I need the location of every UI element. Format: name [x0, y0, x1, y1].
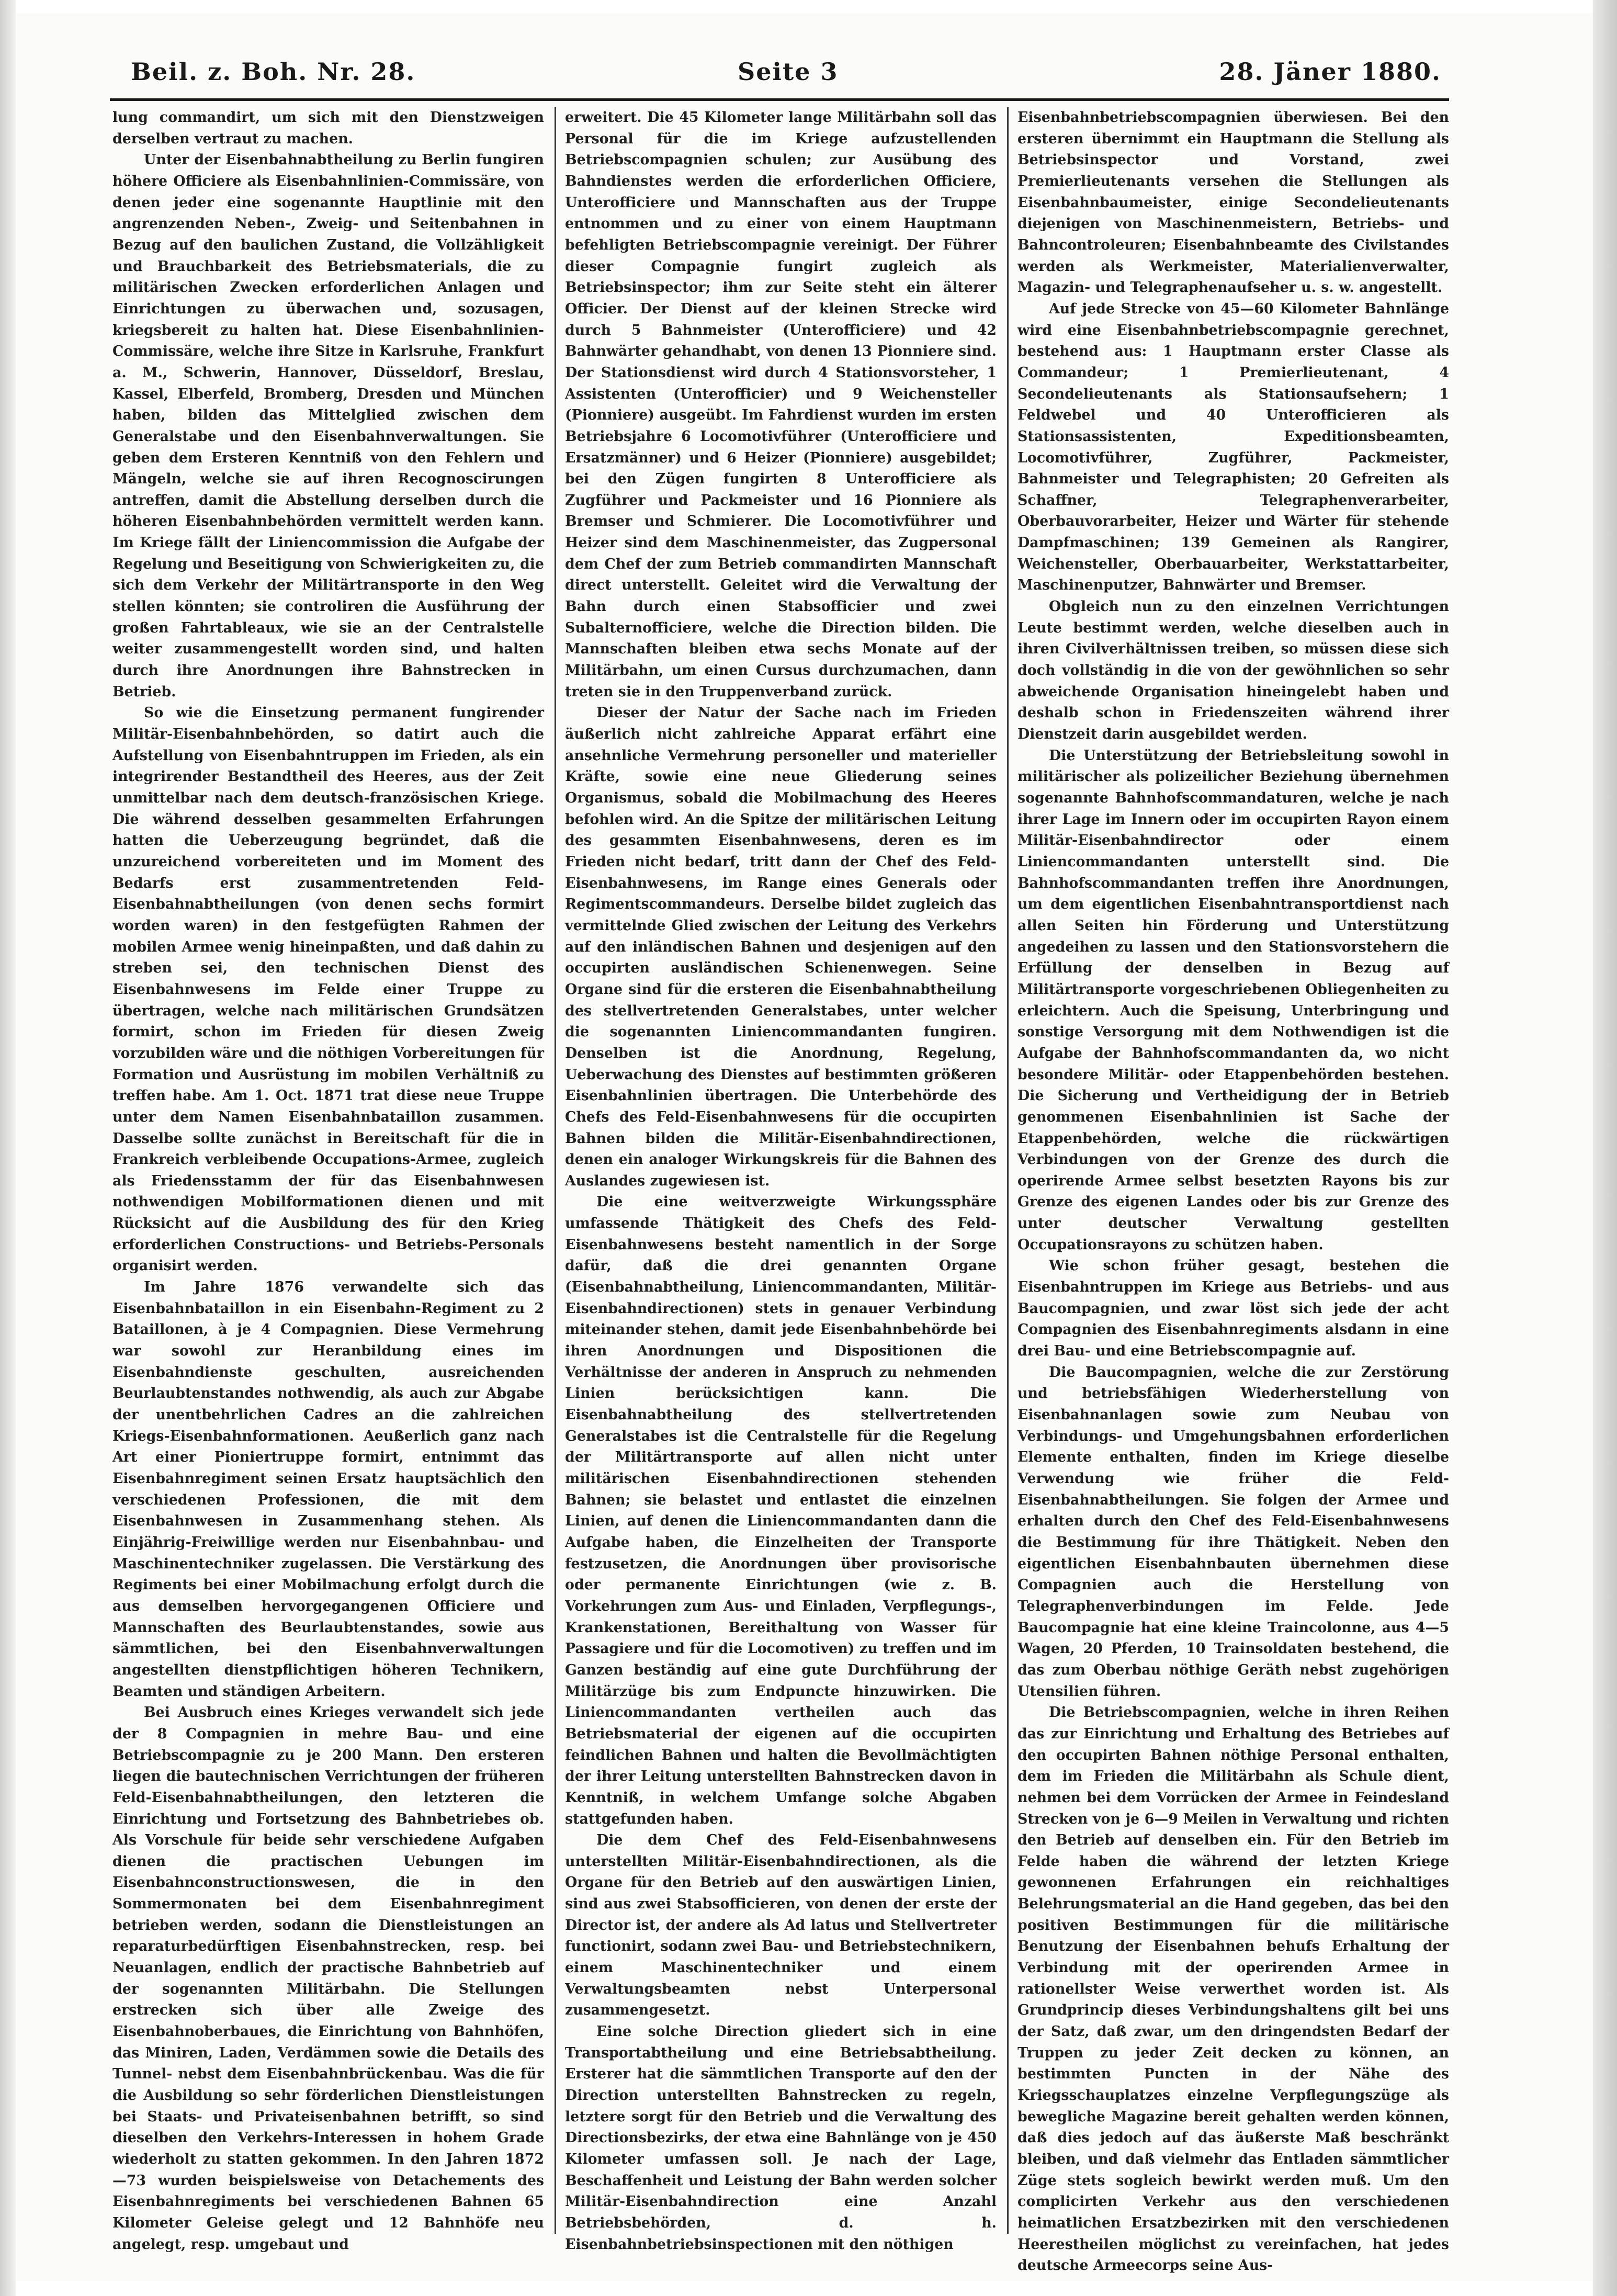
paragraph: Unter der Eisenbahnabtheilung zu Berlin fungiren höhere Officiere als Eisenbahnlinien-Commissäre, von denen jeder eine sogenannte Hauptlinie mit den angrenzenden Neben-, Zweig- und Seitenbahnen in Bezug auf den baulichen Zustand, die Vollzähligkeit und Brauchbarkeit des Betriebsmaterials, die zu militärischen Zwecken erforderlichen Anlagen und Einrichtungen zu überwachen und, sozusagen, kriegsbereit zu halten hat. Diese Eisenbahnlinien-Commissäre, welche ihre Sitze in Karlsruhe, Frankfurt a. M., Schwerin, Hannover, Düsseldorf, Breslau, Kassel, Elberfeld, Bromberg, Dresden und München haben, bilden das Mittelglied zwischen dem Generalstabe und den Eisenbahnverwaltungen. Sie geben dem Ersteren Kenntniß von den Fehlern und Mängeln, welche sie auf ihren Recognoscirungen antreffen, damit die Abstellung derselben durch die höheren Eisenbahnbehörden vermittelt werden kann. Im Kriege fällt der Liniencommission die Aufgabe der Regelung und Beseitigung von Schwierigkeiten zu, die sich dem Verkehr der Militärtransporte in den Weg stellen könnten; sie controliren die Ausführung der großen Fahrtableaux, wie sie an der Centralstelle weiter zusammengestellt worden sind, und halten durch ihre Anordnungen ihre Bahnstrecken in Betrieb. [112, 152, 544, 700]
paragraph: erweitert. Die 45 Kilometer lange Militärbahn soll das Personal für die im Kriege aufzustellenden Betriebscompagnien schulen; zur Ausübung des Bahndienstes werden die erforderlichen Officiere, Unterofficiere und Mannschaften aus der Truppe entnommen und zu einer von einem Hauptmann befehligten Betriebscompagnie vereinigt. Der Führer dieser Compagnie fungirt zugleich als Betriebsinspector; ihm zur Seite steht ein älterer Officier. Der Dienst auf der kleinen Strecke wird durch 5 Bahnmeister (Unterofficiere) und 42 Bahnwärter gehandhabt, von denen 13 Pionniere sind. Der Stationsdienst wird durch 4 Stationsvorsteher, 1 Assistenten (Unterofficier) und 9 Weichensteller (Pionniere) ausgeübt. Im Fahrdienst wurden im ersten Betriebsjahre 6 Locomotivführer (Unterofficiere und Ersatzmänner) und 6 Heizer (Pionniere) ausgebildet; bei den Zügen fungirten 8 Unterofficiere als Zugführer und Packmeister und 16 Pionniere als Bremser und Schmierer. Die Locomotivführer und Heizer sind dem Maschinenmeister, das Zugpersonal dem Chef der zum Betrieb commandirten Mannschaft direct unterstellt. Geleitet wird die Verwaltung der Bahn durch einen Stabsofficier und zwei Subalternofficiere, welche die Direction bilden. Die Mannschaften bleiben etwa sechs Monate auf der Militärbahn, um einen Cursus durchzumachen, dann treten sie in den Truppenverband zurück. [565, 109, 997, 700]
header-date: 28. Jäner 1880. [1219, 58, 1441, 86]
paragraph: Auf jede Strecke von 45—60 Kilometer Bahnlänge wird eine Eisenbahnbetriebscompagnie gerechnet, bestehend aus: 1 Hauptmann erster Classe als Commandeur; 1 Premierlieutenant, 4 Secondelieutenants als Stationsaufsehern; 1 Feldwebel und 40 Unterofficieren als Stationsassistenten, Expeditionsbeamten, Locomotivführer, Zugführer, Packmeister, Bahnmeister und Telegraphisten; 20 Gefreiten als Schaffner, Telegraphenverarbeiter, Oberbauvorarbeiter, Heizer und Wärter für stehende Dampfmaschinen; 139 Gemeinen als Rangirer, Weichensteller, Oberbauarbeiter, Werkstattarbeiter, Maschinenputzer, Bahnwärter und Bremser. [1017, 300, 1449, 594]
paragraph: Eisenbahnbetriebscompagnien überwiesen. Bei den ersteren übernimmt ein Hauptmann die Stellung als Betriebsinspector und Vorstand, zwei Premierlieutenants versehen die Stellungen als Eisenbahnbaumeister, einige Secondelieutenants diejenigen von Maschinenmeistern, Betriebs- und Bahncontroleuren; Eisenbahnbeamte des Civilstandes werden als Werkmeister, Materialienverwalter, Magazin- und Telegraphenaufseher u. s. w. angestellt. [1017, 109, 1449, 296]
header-page-number: Seite 3 [738, 58, 839, 86]
scan-edge-right [1593, 0, 1617, 2296]
paragraph: Bei Ausbruch eines Krieges verwandelt sich jede der 8 Compagnien in mehre Bau- und eine Betriebscompagnie zu je 200 Mann. Den ersteren liegen die bautechnischen Verrichtungen der früheren Feld-Eisenbahnabtheilungen, den letzteren die Einrichtung und Fortsetzung des Bahnbetriebes ob. Als Vorschule für beide sehr verschiedene Aufgaben dienen die practischen Uebungen im Eisenbahnconstructionswesen, die in den Sommermonaten bei dem Eisenbahnregiment betrieben werden, sodann die Dienstleistungen an reparaturbedürftigen Eisenbahnstrecken, resp. bei Neuanlagen, endlich der practische Bahnbetrieb auf der sogenannten Militärbahn. Die Stellungen erstrecken sich über alle Zweige des Eisenbahnoberbaues, die Einrichtung von Bahnhöfen, das Miniren, Laden, Verdämmen sowie die Details des Tunnel- nebst dem Eisenbahnbrückenbau. Was die für die Ausbildung so sehr förderlichen Dienstleistungen bei Staats- und Privateisenbahnen betrifft, so sind dieselben den Verkehrs-Interessen in hohem Grade wiederholt zu statten gekommen. In den Jahren 1872—73 wurden beispielsweise von Detachements des Eisenbahnregiments bei verschiedenen Bahnen 65 Kilometer Geleise gelegt und 12 Bahnhöfe neu angelegt, resp. umgebaut und [112, 1704, 544, 2253]
paragraph: Dieser der Natur der Sache nach im Frieden äußerlich nicht zahlreiche Apparat erfährt eine ansehnliche Vermehrung personeller und materieller Kräfte, sowie eine neue Gliederung seines Organismus, sobald die Mobilmachung des Heeres befohlen wird. An die Spitze der militärischen Leitung des gesammten Eisenbahnwesens, deren es im Frieden nicht bedarf, tritt dann der Chef des Feld-Eisenbahnwesens, im Range eines Generals oder Regimentscommandeurs. Derselbe bildet zugleich das vermittelnde Glied zwischen der Leitung des Verkehrs auf den inländischen Bahnen und desjenigen auf den occupirten ausländischen Schienenwegen. Seine Organe sind für die ersteren die Eisenbahnabtheilung des stellvertretenden Generalstabes, unter welcher die sogenannten Liniencommandanten fungiren. Denselben ist die Anordnung, Regelung, Ueberwachung des Dienstes auf bestimmten größeren Eisenbahnlinien übertragen. Die Unterbehörde des Chefs des Feld-Eisenbahnwesens für die occupirten Bahnen bilden die Militär-Eisenbahndirectionen, denen ein analoger Wirkungskreis für die Bahnen des Auslandes zugewiesen ist. [565, 705, 997, 1189]
text-column-1 [112, 107, 544, 2253]
text-column-2 [565, 107, 997, 2253]
paragraph: lung commandirt, um sich mit den Dienstzweigen derselben vertraut zu machen. [112, 109, 544, 147]
paragraph: Eine solche Direction gliedert sich in eine Transportabtheilung und eine Betriebsabtheilung. Ersterer hat die sämmtlichen Transporte auf den der Direction unterstellten Bahnstrecken zu regeln, letztere sorgt für den Betrieb und die Verwaltung des Directionsbezirks, der etwa eine Bahnlänge von je 450 Kilometer umfassen soll. Je nach der Lage, Beschaffenheit und Leistung der Bahn werden solcher Militär-Eisenbahndirection eine Anzahl Betriebsbehörden, d. h. Eisenbahnbetriebsinspectionen mit den nöthigen [565, 2023, 997, 2253]
header-issue: Beil. z. Boh. Nr. 28. [131, 58, 416, 86]
paragraph: Die dem Chef des Feld-Eisenbahnwesens unterstellten Militär-Eisenbahndirectionen, als die Organe für den Betrieb auf den auswärtigen Linien, sind aus zwei Stabsofficieren, von denen der erste der Director ist, der andere als Ad latus und Stellvertreter functionirt, sodann zwei Bau- und Betriebstechnikern, einem Maschinentechniker und einem Verwaltungsbeamten nebst Unterpersonal zusammengesetzt. [565, 1832, 997, 2019]
paragraph: Im Jahre 1876 verwandelte sich das Eisenbahnbataillon in ein Eisenbahn-Regiment zu 2 Bataillonen, à je 4 Compagnien. Diese Vermehrung war sowohl zur Heranbildung eines im Eisenbahndienste geschulten, ausreichenden Beurlaubtenstandes nothwendig, als auch zur Abgabe der unentbehrlichen Cadres an die zahlreichen Kriegs-Eisenbahnformationen. Aeußerlich ganz nach Art einer Pioniertruppe formirt, entnimmt das Eisenbahnregiment seinen Ersatz hauptsächlich den verschiedenen Professionen, die mit dem Eisenbahnwesen in Zusammenhang stehen. Als Einjährig-Freiwillige werden nur Eisenbahnbau- und Maschinentechniker zugelassen. Die Verstärkung des Regiments bei einer Mobilmachung erfolgt durch die aus demselben hervorgegangenen Officiere und Mannschaften des Beurlaubtenstandes, sowie aus sämmtlichen, bei den Eisenbahnverwaltungen angestellten dienstpflichtigen höheren Technikern, Beamten und ständigen Arbeitern. [112, 1279, 544, 1700]
article-columns [112, 107, 1449, 2274]
paragraph: Die Betriebscompagnien, welche in ihren Reihen das zur Einrichtung und Erhaltung des Betriebes auf den occupirten Bahnen nöthige Personal enthalten, dem im Frieden die Militärbahn als Schule dient, nehmen bei dem Vorrücken der Armee in Feindesland Strecken von je 6—9 Meilen in Verwaltung und richten den Betrieb auf denselben ein. Für den Betrieb im Felde haben die während der letzten Kriege gewonnenen Erfahrungen ein reichhaltiges Belehrungsmaterial an die Hand gegeben, das bei den positiven Bestimmungen für die militärische Benutzung der Eisenbahnen behufs Erhaltung der Verbindung mit der operirenden Armee in rationellster Weise verwerthet worden ist. Als Grundprincip dieses Verbindungshaltens gilt bei uns der Satz, daß zwar, um den dringendsten Bedarf der Truppen zu jeder Zeit decken zu können, an bestimmten Puncten in der Nähe des Kriegsschauplatzes einzelne Verpflegungszüge als bewegliche Magazine bereit gehalten werden können, daß dies jedoch auf das äußerste Maß beschränkt bleiben, und daß vielmehr das Entladen sämmtlicher Züge stets sogleich bewirkt werden muß. Um den complicirten Verkehr aus den verschiedenen heimatlichen Ersatzbezirken mit den verschiedenen Heerestheilen möglichst zu vereinfachen, hat jedes deutsche Armeecorps seine Aus- [1017, 1704, 1449, 2274]
header-rule [110, 98, 1449, 101]
paragraph: Die Unterstützung der Betriebsleitung sowohl in militärischer als polizeilicher Beziehung übernehmen sogenannte Bahnhofscommandaturen, welche je nach ihrer Lage im Innern oder im occupirten Rayon einem Militär-Eisenbahndirector oder einem Liniencommandanten unterstellt sind. Die Bahnhofscommandanten treffen ihre Anordnungen, um dem eigentlichen Eisenbahntransportdienst nach allen Seiten hin Förderung und Unterstützung angedeihen zu lassen und den Stationsvorstehern die Erfüllung der denselben in Bezug auf Militärtransporte vorgeschriebenen Obliegenheiten zu erleichtern. Auch die Speisung, Unterbringung und sonstige Versorgung mit dem Nothwendigen ist die Aufgabe der Bahnhofscommandanten da, wo nicht besondere Militär- oder Etappenbehörden bestehen. Die Sicherung und Vertheidigung der in Betrieb genommenen Eisenbahnlinien ist Sache der Etappenbehörden, welche die rückwärtigen Verbindungen von der Grenze des durch die operirende Armee selbst besetzten Rayons bis zur Grenze des eigenen Landes oder bis zur Grenze des unter deutscher Verwaltung gestellten Occupationsrayons zu schützen haben. [1017, 747, 1449, 1253]
text-column-3 [1017, 107, 1449, 2274]
paragraph: Die Baucompagnien, welche die zur Zerstörung und betriebsfähigen Wiederherstellung von Eisenbahnanlagen sowie zum Neubau von Verbindungs- und Umgehungsbahnen erforderlichen Elemente enthalten, finden im Kriege dieselbe Verwendung wie früher die Feld-Eisenbahnabtheilungen. Sie folgen der Armee und erhalten durch den Chef des Feld-Eisenbahnwesens die Bestimmung für ihre Thätigkeit. Neben den eigentlichen Eisenbahnbauten übernehmen diese Compagnien auch die Herstellung von Telegraphenverbindungen im Felde. Jede Baucompagnie hat eine kleine Traincolonne, aus 4—5 Wagen, 20 Pferden, 10 Trainsoldaten bestehend, die das zum Oberbau nöthige Geräth nebst zugehörigen Utensilien führen. [1017, 1364, 1449, 1700]
paragraph: Obgleich nun zu den einzelnen Verrichtungen Leute bestimmt werden, welche dieselben auch in ihren Civilverhältnissen treiben, so müssen diese sich doch vollständig in die von der gewöhnlichen so sehr abweichende Organisation hineingelebt haben und deshalb schon in Friedenszeiten während ihrer Dienstzeit darin ausgebildet werden. [1017, 598, 1449, 743]
page-header [131, 47, 1441, 99]
paragraph: Die eine weitverzweigte Wirkungssphäre umfassende Thätigkeit des Chefs des Feld-Eisenbahnwesens besteht namentlich in der Sorge dafür, daß die drei genannten Organe (Eisenbahnabtheilung, Liniencommandanten, Militär-Eisenbahndirectionen) stets in genauer Verbindung miteinander stehen, damit jede Eisenbahnbehörde bei ihren Anordnungen und Dispositionen die Verhältnisse der anderen in Anspruch zu nehmenden Linien berücksichtigen kann. Die Eisenbahnabtheilung des stellvertretenden Generalstabes ist die Centralstelle für die Regelung der Militärtransporte auf allen nicht unter militärischen Eisenbahndirectionen stehenden Bahnen; sie belastet und entlastet die einzelnen Linien, auf denen die Liniencommandanten dann die Aufgabe haben, die Einzelheiten der Transporte festzusetzen, die Anordnungen über provisorische oder permanente Einrichtungen (wie z. B. Vorkehrungen zum Aus- und Einladen, Verpflegungs-, Krankenstationen, Bereithaltung von Wasser für Passagiere und für die Locomotiven) zu treffen und im Ganzen beständig auf eine gute Durchführung der Militärzüge bis zum Endpuncte hinzuwirken. Die Liniencommandanten vertheilen auch das Betriebsmaterial der eigenen auf die occupirten feindlichen Bahnen und halten die Bevollmächtigten der ihrer Leitung unterstellten Bahnstrecken davon in Kenntniß, in welchem Umfange solche Abgaben stattgefunden haben. [565, 1194, 997, 1827]
scan-edge-left [0, 0, 16, 2296]
paragraph: Wie schon früher gesagt, bestehen die Eisenbahntruppen im Kriege aus Betriebs- und aus Baucompagnien, und zwar löst sich jede der acht Compagnien des Eisenbahnregiments alsdann in eine drei Bau- und eine Betriebscompagnie auf. [1017, 1258, 1449, 1360]
paragraph: So wie die Einsetzung permanent fungirender Militär-Eisenbahnbehörden, so datirt auch die Aufstellung von Eisenbahntruppen im Frieden, als ein integrirender Bestandtheil des Heeres, aus der Zeit unmittelbar nach dem deutsch-französischen Kriege. Die während desselben gesammelten Erfahrungen hatten die Ueberzeugung begründet, daß die unzureichend vorbereiteten und im Moment des Bedarfs erst zusammentretenden Feld-Eisenbahnabtheilungen (von denen sechs formirt worden waren) in den festgefügten Rahmen der mobilen Armee wenig hineinpaßten, und daß dahin zu streben sei, den technischen Dienst des Eisenbahnwesens im Felde einer Truppe zu übertragen, welche nach militärischen Grundsätzen formirt, schon im Frieden für diesen Zweig vorzubilden wäre und die nöthigen Vorbereitungen für Formation und Ausrüstung im mobilen Verhältniß zu treffen habe. Am 1. Oct. 1871 trat diese neue Truppe unter dem Namen Eisenbahnbataillon zusammen. Dasselbe sollte zunächst in Bereitschaft für die in Frankreich verbleibende Occupations-Armee, zugleich als Friedensstamm der für das Eisenbahnwesen nothwendigen Mobilformationen dienen und mit Rücksicht auf die Ausbildung des für den Krieg erforderlichen Constructions- und Betriebs-Personals organisirt werden. [112, 705, 544, 1274]
